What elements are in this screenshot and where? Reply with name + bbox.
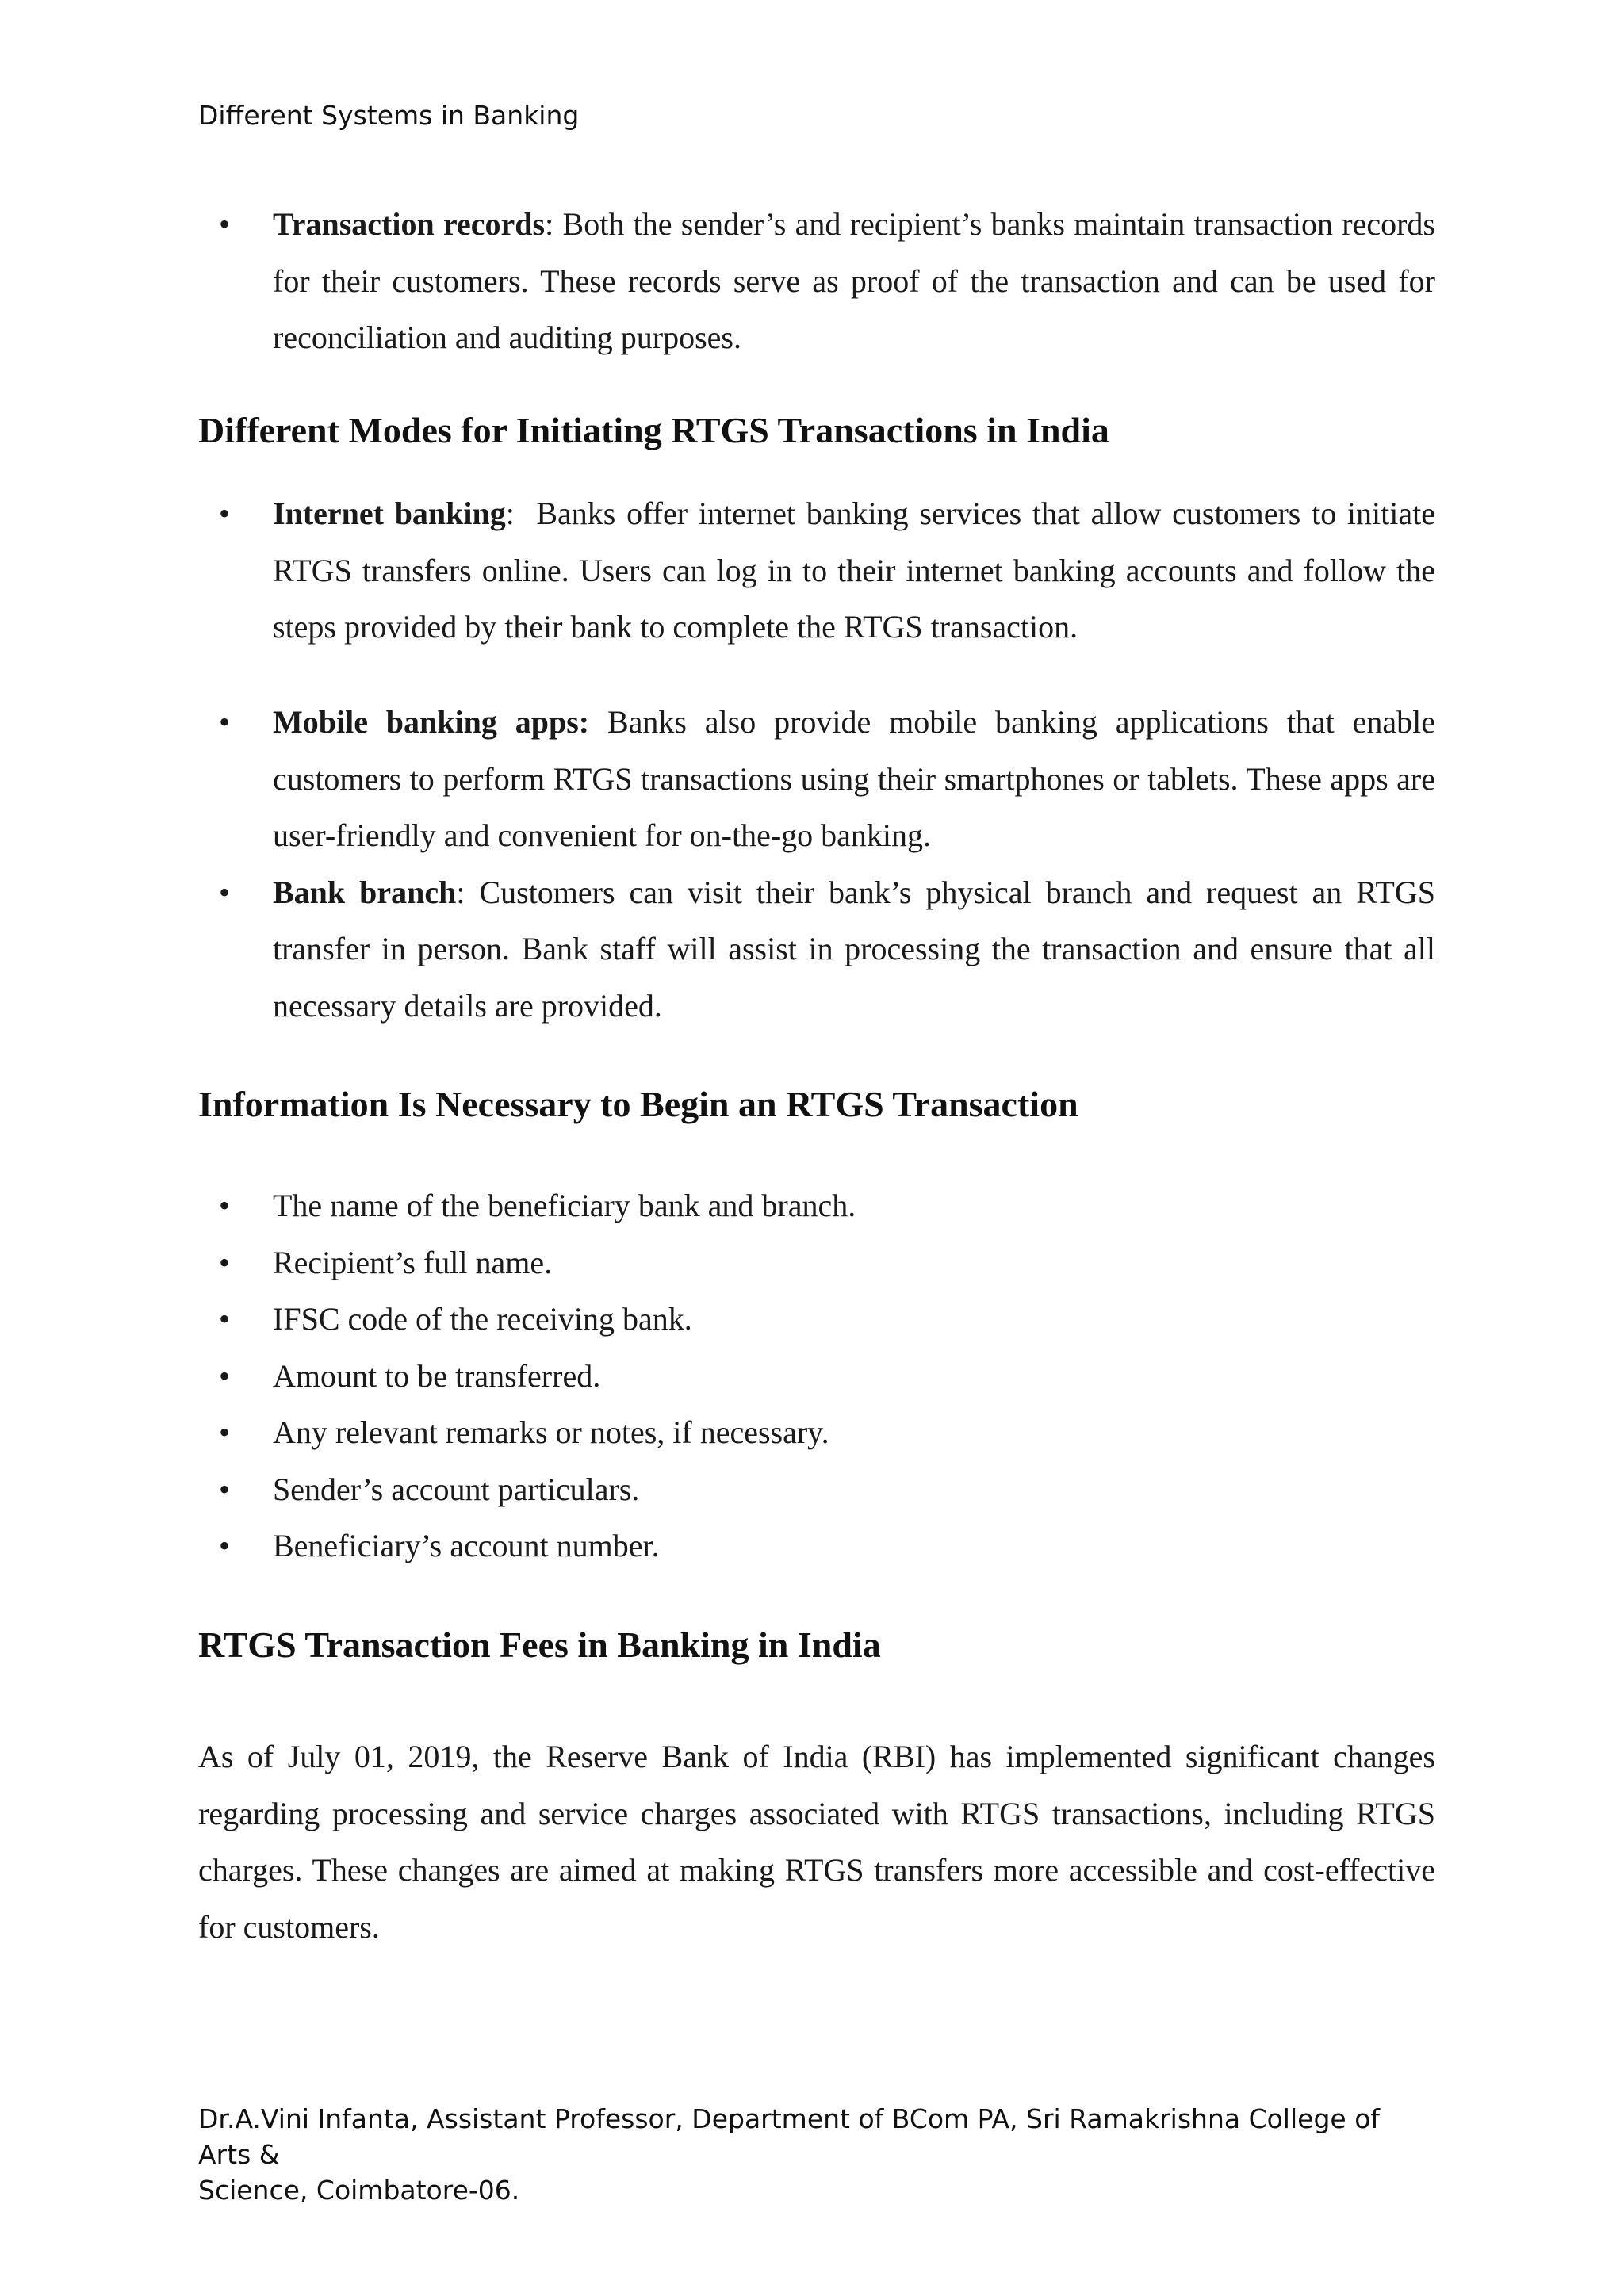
fees-paragraph-block [198, 1728, 1435, 1955]
bullet-icon: • [219, 1301, 231, 1337]
bullet-icon: • [219, 1357, 231, 1394]
section-heading: Different Modes for Initiating RTGS Transactions in India [198, 410, 1109, 450]
section-info [198, 1081, 1435, 1128]
section-heading: RTGS Transaction Fees in Banking in India [198, 1624, 881, 1665]
list-item-term: Transaction records [273, 206, 546, 242]
list-item [198, 1461, 1435, 1518]
list-item-term: Mobile banking apps: [273, 704, 590, 740]
list-item-text: Banks also provide mobile banking applications that enable customers to perform RTGS transactions using their smartphones or tablets. These apps are user-friendly and convenient for on-the-go banking. [273, 704, 1436, 853]
list-item-text: Banks offer internet banking services that allow customers to initiate RTGS transfers online. Users can log in to their internet banking accounts and follow the steps provided by their bank to complete the RTGS transaction. [273, 496, 1436, 645]
intro-bullet-list [198, 196, 1435, 366]
modes-bullet-list-2 [198, 694, 1435, 1034]
list-item [198, 1291, 1435, 1348]
list-item-text: Sender’s account particulars. [273, 1471, 640, 1507]
footer-line: Dr.A.Vini Infanta, Assistant Professor, Department of BCom PA, Sri Ramakrishna College of Arts & [198, 2103, 1380, 2170]
modes-bullet-list [198, 485, 1435, 656]
list-item-text: The name of the beneficiary bank and branch. [273, 1188, 856, 1223]
list-item [198, 694, 1435, 864]
list-item [198, 864, 1435, 1035]
running-header: Different Systems in Banking [198, 100, 580, 131]
bullet-icon: • [219, 1414, 231, 1450]
footer-line: Science, Coimbatore-06. [198, 2175, 520, 2206]
list-item-term: Internet banking [273, 496, 506, 531]
list-item [198, 485, 1435, 656]
list-item-separator: : [505, 496, 537, 531]
list-item-text: Amount to be transferred. [273, 1357, 601, 1394]
list-item [198, 1404, 1435, 1461]
info-bullet-list [198, 1177, 1435, 1575]
list-item [198, 1234, 1435, 1292]
list-item-text: Any relevant remarks or notes, if necessary. [273, 1414, 829, 1450]
section-modes [198, 407, 1435, 454]
list-item [198, 1348, 1435, 1405]
section-heading: Information Is Necessary to Begin an RTGS Transaction [198, 1084, 1078, 1124]
list-item-separator: : [456, 874, 480, 910]
bullet-icon: • [219, 704, 231, 740]
list-item-text: Recipient’s full name. [273, 1244, 553, 1280]
bullet-icon: • [219, 1188, 231, 1223]
page-footer [198, 2101, 1435, 2208]
bullet-icon: • [219, 874, 231, 910]
list-item [198, 196, 1435, 366]
modes-list-block [198, 485, 1435, 656]
list-item-text: IFSC code of the receiving bank. [273, 1301, 692, 1337]
bullet-icon: • [219, 496, 231, 531]
bullet-icon: • [219, 1528, 231, 1563]
intro-list-block [198, 196, 1435, 366]
list-item-text: Both the sender’s and recipient’s banks maintain transaction records for their customers. These records serve as proof of the transaction and can be used for reconciliation and auditing purposes. [273, 206, 1435, 355]
info-list-block [198, 1177, 1435, 1575]
bullet-icon: • [219, 206, 231, 242]
list-item-separator [589, 704, 607, 740]
list-item [198, 1517, 1435, 1575]
list-item-term: Bank branch [273, 874, 457, 910]
bullet-icon: • [219, 1471, 231, 1507]
list-item-text: Customers can visit their bank’s physical branch and request an RTGS transfer in person. Bank staff will assist in processing the transaction and ensure that all necessary details are provided. [273, 874, 1435, 1024]
section-fees [198, 1621, 1435, 1669]
list-item [198, 1177, 1435, 1234]
list-item-text: Beneficiary’s account number. [273, 1528, 660, 1563]
list-item-separator: : [545, 206, 563, 242]
body-paragraph: As of July 01, 2019, the Reserve Bank of India (RBI) has implemented significant changes regarding processing and service charges associated with RTGS transactions, including RTGS charges. These changes are aimed at making RTGS transfers more accessible and cost-effective for customers. [198, 1739, 1435, 1945]
modes-list-block-2 [198, 694, 1435, 1034]
bullet-icon: • [219, 1244, 231, 1280]
